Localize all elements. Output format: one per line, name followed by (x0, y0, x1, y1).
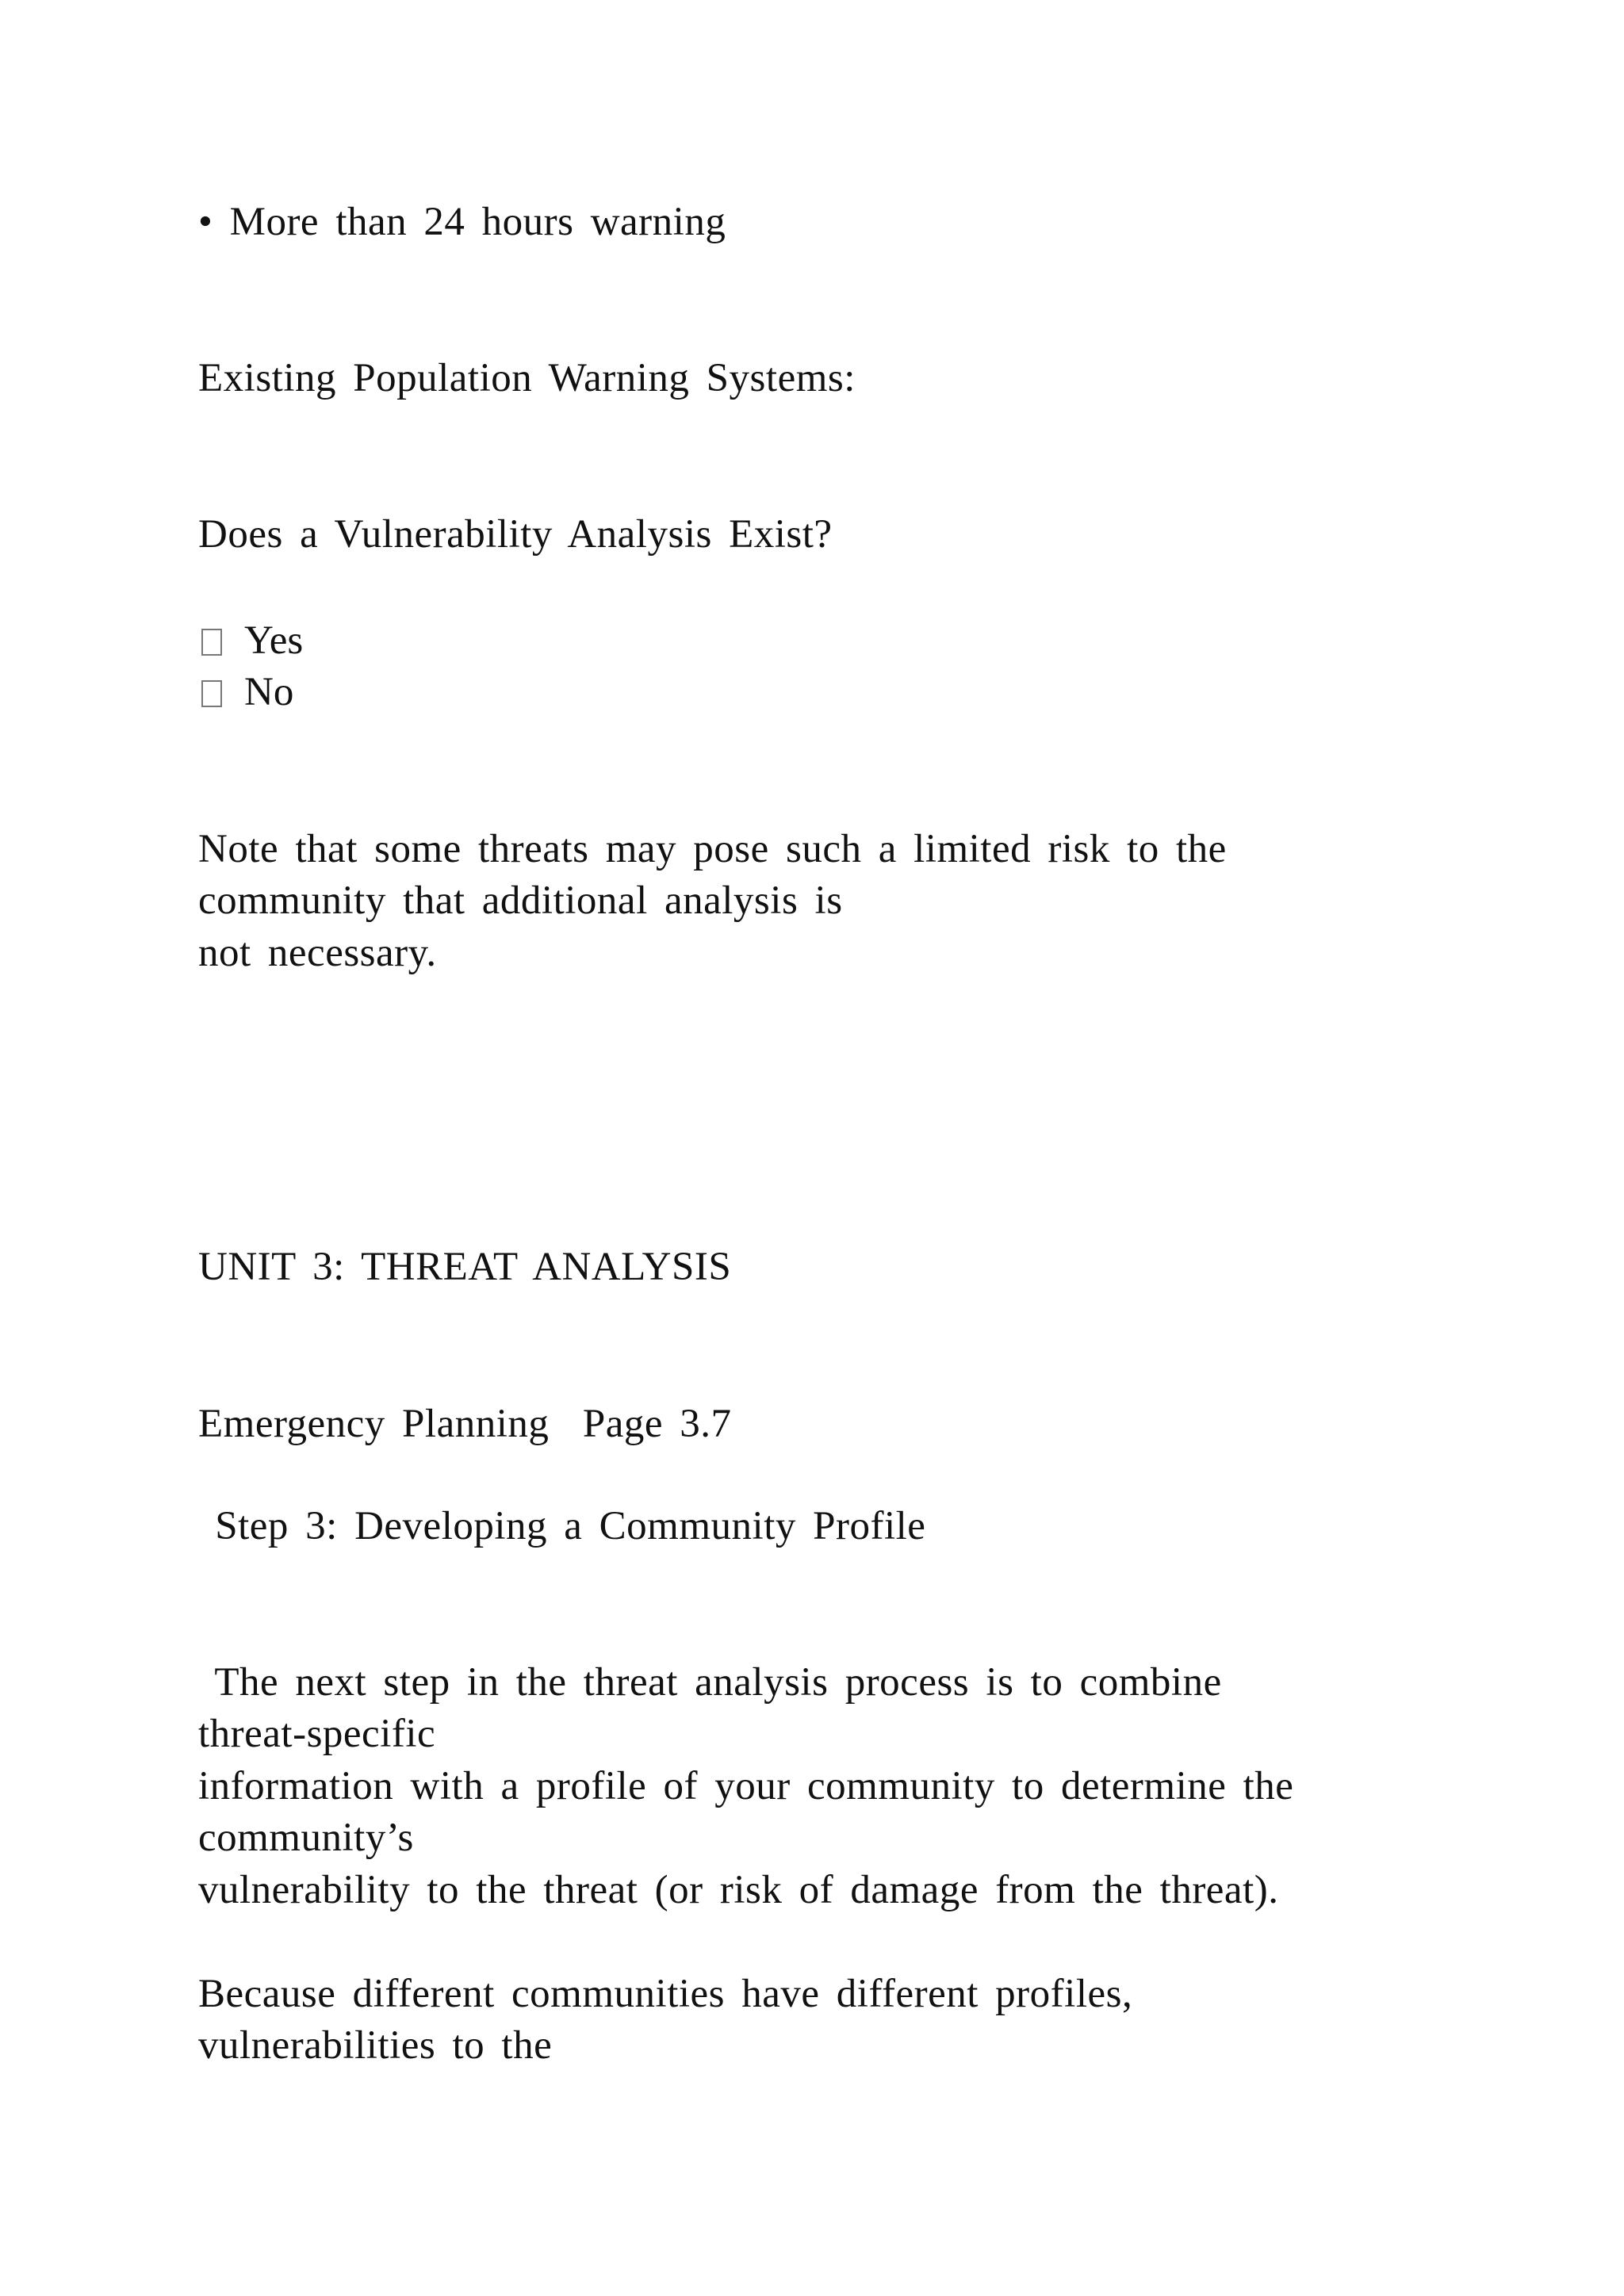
paragraph-line: community’s (198, 1816, 414, 1860)
paragraph-line: Because different communities have different profiles, (198, 1972, 1133, 2016)
option-no-label: No (244, 670, 294, 714)
note-line: not necessary. (198, 931, 437, 975)
unit-heading: UNIT 3: THREAT ANALYSIS (198, 1245, 732, 1289)
note-line: community that additional analysis is (198, 878, 843, 923)
checkbox-icon[interactable] (201, 629, 222, 656)
page-header: Emergency Planning Page 3.7 (198, 1402, 732, 1446)
vulnerability-question: Does a Vulnerability Analysis Exist? (198, 512, 833, 557)
paragraph-line: The next step in the threat analysis process is to combine (198, 1660, 1222, 1705)
paragraph-line: threat-specific (198, 1712, 436, 1756)
paragraph-line: vulnerabilities to the (198, 2023, 553, 2068)
option-yes-label: Yes (244, 618, 304, 663)
paragraph-line: vulnerability to the threat (or risk of damage from the threat). (198, 1868, 1279, 1912)
option-yes[interactable] (201, 617, 303, 664)
checkbox-icon[interactable] (201, 680, 222, 707)
step-heading: Step 3: Developing a Community Profile (198, 1504, 926, 1548)
option-no[interactable] (201, 668, 293, 716)
note-line: Note that some threats may pose such a limited risk to the (198, 827, 1227, 871)
warning-time-bullet: • More than 24 hours warning (198, 200, 726, 244)
paragraph-line: information with a profile of your community to determine the (198, 1764, 1294, 1808)
warning-systems-label: Existing Population Warning Systems: (198, 356, 856, 400)
